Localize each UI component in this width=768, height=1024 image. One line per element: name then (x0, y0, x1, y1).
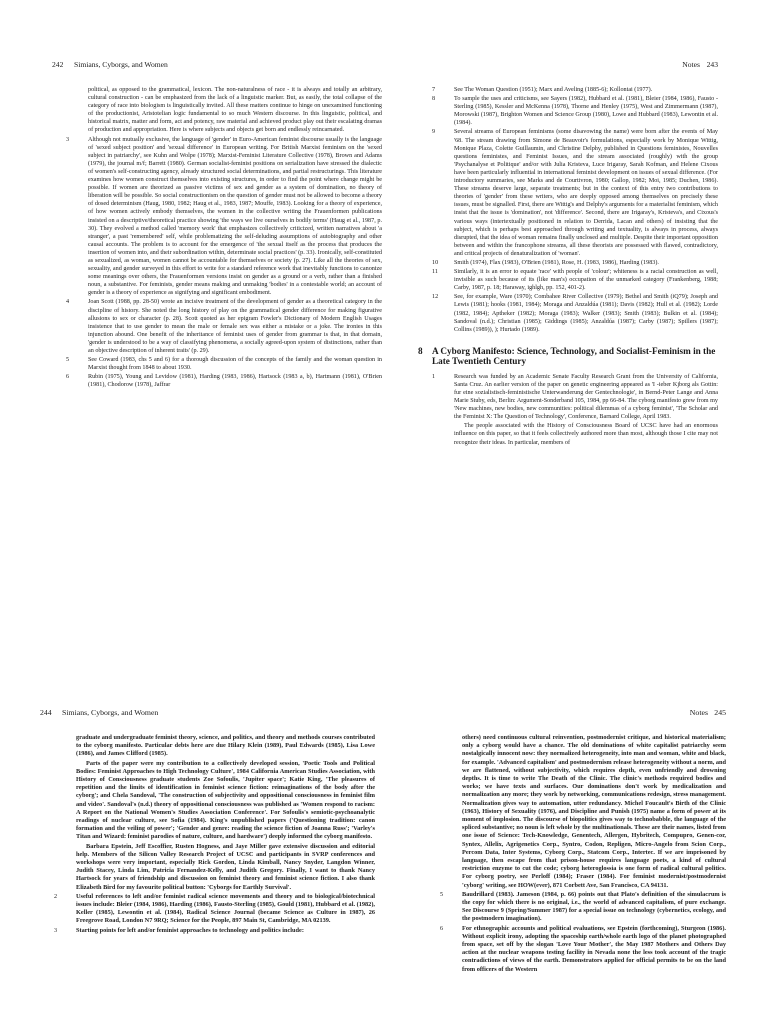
page-number: 243 (706, 60, 718, 69)
endnote-number: 1 (432, 373, 436, 380)
note-paragraph: The people associated with the History of Consciousness Board of UCSC have had an enormous influence on this paper, so that it feels collectively authored more than most, although those I cite may not recognize their ideas. In particular, members of (454, 423, 718, 446)
running-head-title: Notes (689, 708, 708, 717)
endnote-text: Similarly, it is an error to equate 'race' with people of 'colour'; whiteness is a racial construction as well, invisible as such because of its (like man's) occupation of the unmarked category (Frankenberg, 1988; Carby, 1987, p. 18; Haraway, ighlgh, pp. 152, 401-2). (454, 269, 718, 292)
endnote-number: 5 (440, 891, 444, 898)
page-number: 245 (714, 708, 726, 717)
running-head-title: Simians, Cyborgs, and Women (74, 60, 168, 69)
endnote-number: 11 (432, 269, 438, 276)
endnote (418, 293, 718, 333)
note-paragraph: Barbara Epstein, Jeff Escoffier, Rusten Hogness, and Jaye Miller gave extensive discussion and editorial help. Members of the Silicon Valley Research Project of UCSC and participants in SVRP conferences and workshops were very important, especially Rick Gordon, Linda Kimball, Nancy Snyder, Langdon Winner, Judith Stacey, Linda Lim, Patricia Fernandez-Kelly, and Judith Gregory. Finally, I want to thank Nancy Hartsock for years of friendship and discussion on feminist theory and feminist science fiction. I also thank Elizabeth Bird for my favourite political button: 'Cyborgs for Earthly Survival'. (76, 842, 375, 891)
endnote-number: 4 (66, 299, 70, 306)
endnote-text: Baudrillard (1983). Jameson (1984, p. 66) points out that Plato's definition of the simulacrum is the copy for which there is no original, i.e., the world of advanced capitalism, of pure exchange. See Discourse 9 (Spring/Summer 1987) for a special issue on technology (cybernetics, ecology, and the postmodern imagination). (462, 890, 726, 923)
endnote-number: 12 (432, 294, 439, 301)
running-head (426, 708, 726, 722)
endnote-text: Although not mutually exclusive, the language of 'gender' in Euro-American feminist discourse usually is the language of 'sexed subject position' and 'sexual difference' in European writing. For British Marxist feminism on the 'sexed subject in patriarchy', see Kuhn and Wolpe (1978); Marxist-Feminist Literature Collective (1978), Brown and Adams (1979), the journal m/f; Barrett (1980). German socialist-feminist positions on serialization have stressed the dialectic of women's self-constructing agency, already structured social determinations, and partial restructurings. This literature examines how women construct themselves into existing structures, in order to find the point where change might be possible. If women are theorized as passive victims of sex and gender as a system of domination, no theory of liberation will be possible. So social constructionism on the question of gender must not be allowed to become a theory of dosed determinism (Haug, 1980, 1982; Haug et al., 1983, 1987; Mouffe, 1983). Looking for a theory of experience, of how women actively embody themselves, the women in the collective writing the Frauenformen publications insisted on a descriptive/theoretical practice showing 'the ways we live ourselves in bodily terms' (Haug et al., 1987, p. 30). They evolved a method called 'memory work' that emphasizes collectively criticized, written narratives about 'a stranger', a past 'remembered' self, while problematizing the self-deluding assumptions of autobiography and other causal accounts. The problem is to account for the emergence of 'the sexual itself as the process that produces the insertion of women into, and their subordination within, determinate social practices' (p. 33). Ironically, self-constituted as sexualized, as woman, women cannot be accountable for themselves or society (p. 27). Like all the theories of sex, sexuality, and gender surveyed in this effort to write for a standard reference work that inevitably functions to canonize some meanings over others, the Frauenformen versions insist on gender as a ground or a verb, rather than a finished noun, a substantive. For feminists, gender means making and unmaking 'bodies' in a contestable world; an account of gender is a theory of experience as signifying and significant embodiment. (88, 136, 382, 297)
endnote (418, 373, 718, 422)
endnote (418, 86, 718, 94)
endnote-text: For ethnographic accounts and political evaluations, see Epstein (forthcoming), Sturgeon (1986). Without explicit irony, adopting the spaceship earth/whole earth logo of the planet photographed from space, set off by the slogan 'Love Your Mother', the May 1987 Mothers and Others Day action at the nuclear weapons testing facility in Nevada none the less took account of the tragic contradictions of views of the earth. Demonstrators applied for official permits to be on the land from officers of the Western (462, 924, 726, 973)
chapter-heading (418, 346, 718, 367)
endnote-text: Joan Scott (1988, pp. 28-50) wrote an incisive treatment of the development of gender as a theoretical category in the discipline of history. She noted the long history of play on the grammatical gender difference for making figurative allusions to sex or character (p. 28). Scott quoted as her epigram Fowler's Dictionary of Modern English Usages insistence that to use gender to mean the male or female sex was either a mistake or a joke. The ironies in this injunction abound. One benefit of the inheritance of feminist uses of gender from grammar is that, in that domain, 'gender is understood to be a way of classifying phenomena, a socially agreed-upon system of distinctions, rather than an objective description of inherent traits' (p. 29). (88, 299, 382, 354)
endnote (418, 268, 718, 292)
endnote-number: 3 (54, 927, 58, 934)
endnote-number: 7 (432, 87, 436, 93)
endnote (40, 927, 375, 935)
endnote (52, 136, 382, 298)
endnote-number: 6 (440, 925, 444, 932)
endnote-number: 3 (66, 136, 70, 143)
note-continuation: political, as opposed to the grammatical, lexicon. The non-naturalness of race - it is always and totally an arbitrary, cultural construction - can be emphasized from the lack of a linguistic marker. But, as easily, the total collapse of the category of race into biologism is linguistically invited. All these matters continue to hinge on unexamined functioning of the productionist, Aristotelian logic fundamental to so much Western discourse. In this linguistic, political, and historical matrix, matter and form, act and potency, raw material and achieved product play out their escalating dramas of production and appropriation. Here is where subjects and objects get born and endlessly reincarnated. (88, 87, 382, 134)
endnote-text: To sample the uses and criticisms, see Sayers (1982), Hubbard et al. (1981), Bleier (1984, 1986), Fausto -Sterling (1985), Kessler and McKenna (1978), Thorne and Henley (1975), West and Zimmermann (1987), Morowski (1987), Brighton Women and Science Group (1980), Lowe and Hubbard (1983), Lewontin et al. (1984). (454, 96, 718, 127)
endnote-text: Research was funded by an Academic Senate Faculty Research Grant from the University of California, Santa Cruz. An earlier version of the paper on genetic engineering appeared as 'I -ieber Kjborg als Gottin: fur eine sozialistisch-feministische Unterwanderung der Gentechnologie', in Bernd-Peter Lange and Anna Marie Stuby, eds, Berlin: Argument-Sonderband 105, 1984, pp 66-84. The cyborg manifesto grew from my 'New machines, new bodies, new communities: political dilemmas of a cyborg feminist', 'The Scholar and the Feminist X: The Question of Technology', Conference, Barnard College, April 1983. (454, 373, 718, 421)
page-number: 242 (52, 60, 64, 69)
running-head (418, 60, 718, 74)
endnote-number: 6 (66, 374, 70, 381)
endnote (418, 95, 718, 127)
page-242 (52, 60, 382, 550)
endnote-number: 8 (432, 96, 436, 103)
note-paragraph: others) need continuous cultural reinvention, postmodernist critique, and historical materialism; only a cyborg would have a chance. The old dominations of white capitalist patriarchy seem nostalgically innocent now: they normalized heterogeneity, into man and woman, white and black, for example. 'Advanced capitalism' and postmodernism release heterogeneity without a norm, and we are flattened, without subjectivity, which requires depth, even unfriendly and drowning depths. It is time to write The Death of the Clinic. The clinic's methods required bodies and works; we have texts and surfaces. Our dominations don't work by medicalization and normalization any more; they work by networking, communications redesign, stress management. Normalization gives way to automation, utter redundancy. Michel Foucault's Birth of the Clinic (1963), History of Sexuality (1976), and Discipline and Punish (1975) name a form of power at its moment of implosion. The discourse of biopolitics gives way to technobabble, the language of the spliced substantive; no noun is left whole by the multinationals. These are their names, listed from one issue of Science: Tech-Knowledge, Genentech, Allergen, Hybritech, Compupro, Genen-cor, Syntex, Allelix, Agrigenetics Corp., Syntro, Codon, Repligen, Micro-Angelo from Scion Corp., Percom Data, Inter Systems, Cyborg Corp., Statcom Corp., Intertec. If we are imprisoned by language, then escape from that prison-house requires language poets, a kind of cultural restriction enzyme to cut the code; cyborg heteroglossia is one form of radical cultural politics. For cyborg poetry, see Perloff (1984); Fraser (1984). For feminist modernist/postmodernist 'cyborg' writing, see HOW(ever), 871 Corbett Ave, San Francisco, CA 94131. (462, 734, 726, 889)
endnote (426, 891, 726, 924)
endnote-text: Smith (1974), Flax (1983), O'Brien (1981), Rose, H. (1983, 1986), Harding (1983). (454, 259, 659, 266)
note-paragraph: graduate and undergraduate feminist theory, science, and politics, and theory and methods courses contributed to the cyborg manifesto. Particular debts here are due Hilary Klein (1989), Paul Edwards (1985), Lisa Lowe (1986), and James Clifford (1985). (76, 734, 375, 758)
endnote (418, 128, 718, 258)
endnote-text: Several streams of European feminisms (some disavowing the name) were born after the events of May '68. The stream drawing from Simone de Beauvoir's formulations, especially work by Monique Wittig, Monique Plaza, Colette Guillaumin, and Christine Delphy, published in Questions feministes, Nouvelles questions feministes, and Feminist Issues, and the stream associated (roughly) with the group 'Psychanalyse et Politique' and/or with Julia Kristeva, Luce Irigaray, Sarah Kofman, and Helene Cixous have been particularly influential in international feminist development on issues of sexual difference. (For introductory summaries, see Marks and de Courtivron, 1980; Gallop, 1982; Moi, 1985; Duchen, 1986). These streams deserve large, separate treatments; but in the context of this entry two contributions to theories of 'gender' from these writers, who are deeply opposed among themselves on precisely these issues, must be signalled. First, there are Wittig's and Delphy's arguments for a materialist feminism, which insist that the issue is 'domination', not 'difference'. Second, there are Irigaray's, Kristeva's, and Cixous's various ways (intertextually positioned in relation to Derrida, Lacan and others) of insisting that the subject, which is perhaps best approached through writing and textuality, is always in process, always disrupted, that the idea of woman remains finally unclosed and multiple. Despite their important opposition between and within the francophone streams, all these theorists are possessed with flawed, contradictory, and critical projects of denaturalization of 'woman'. (454, 129, 718, 257)
endnote-text: See The Woman Question (1951); Marx and Aveling (1885-6); Kollontai (1977). (454, 87, 653, 93)
endnote (52, 356, 382, 372)
page-number: 244 (40, 708, 52, 717)
endnote-number: 5 (66, 357, 70, 364)
endnote (40, 893, 375, 926)
endnote (418, 259, 718, 267)
endnote (52, 298, 382, 355)
running-head (40, 708, 375, 722)
endnote-number: 2 (54, 893, 58, 900)
endnote-text: Starting points for left and/or feminist approaches to technology and politics include: (76, 926, 304, 934)
endnote-text: Useful references to left and/or feminist radical science movements and theory and to biological/biotechnical issues include: Bleier (1984, 1986), Harding (1986), Fausto-Sterling (1985), Gould (1981), Hubbard et al. (1982), Keller (1985), Lewontin et al. (1984), Radical Science Journal (became Science as Culture in 1987), 26 Freegrove Road, London N7 9RQ; Science for the People, 897 Main St, Cambridge, MA 02139. (76, 892, 375, 925)
page-243 (418, 60, 718, 590)
note-paragraph: Parts of the paper were my contribution to a collectively developed session, 'Poetic Tools and Political Bodies: Feminist Approaches to High Technology Culture', 1984 California American Studies Association, with History of Consciousness graduate students Zoe Sofoulis, 'Jupiter space'; Katie King, 'The pleasures of repetition and the limits of identification in feminist science fiction: reimaginations of the body after the cyborg'; and Chela Sandoval, 'The construction of subjectivity and oppositional consciousness in feminist film and video'. Sandoval's (n.d.) theory of oppositional consciousness was published as 'Women respond to racism: A Report on the National Women's Studies Association Conference'. For Sofoulis's semiotic-psychoanalytic readings of nuclear culture, see Sofia (1984). King's unpublished papers ('Questioning tradition: canon formation and the veiling of power'; 'Gender and genre: reading the science fiction of Joanna Russ'; 'Varley's Titan and Wizard: feminist parodies of nature, culture, and hardware') deeply informed the cyborg manifesto. (76, 759, 375, 841)
running-head-title: Notes (682, 60, 700, 69)
chapter-number: 8 (418, 345, 423, 356)
page-244 (40, 708, 375, 1024)
running-head (52, 60, 382, 74)
running-head-title: Simians, Cyborgs, and Women (62, 708, 159, 717)
endnote (426, 925, 726, 974)
endnote-text: See Coward (1983, chs 5 and 6) for a thorough discussion of the concepts of the family and the woman question in Marxist thought from 1848 to about 1930. (88, 357, 382, 372)
endnote-number: 9 (432, 129, 436, 136)
page-245 (426, 708, 726, 1024)
endnote-text: Rubin (1975), Young and Levidow (1981), Harding (1983, 1986), Hartsock (1983 a, b), Hartmann (1981), O'Brien (1981), Chodorow (1978), Jaffrar (88, 374, 382, 389)
endnote-text: See, for example, Ware (1970); Combahee River Collective (1979); Bethel and Smith (iQ79); Joseph and Lewis (1981); hooks (1981, 1984); Moraga and Anzaldúa (1981); Davis (1982); Hull et al. (1982); Lorde (1982, 1984); Aptheker (1982); Moraga (1983); Walker (1983); Smith (1983); Bulkin et al. (1984); Sandoval (n.d.); Christian (1985); Giddings (1985); Anzaldúa (1987); Carby (1987); Spillers (1987); Collins (1989)), ); Hurtado (1989). (454, 294, 718, 333)
chapter-title: A Cyborg Manifesto: Science, Technology, and Socialist-Feminism in the Late Twentieth Century (432, 345, 716, 367)
endnote-number: 10 (432, 259, 439, 266)
endnote (52, 373, 382, 389)
